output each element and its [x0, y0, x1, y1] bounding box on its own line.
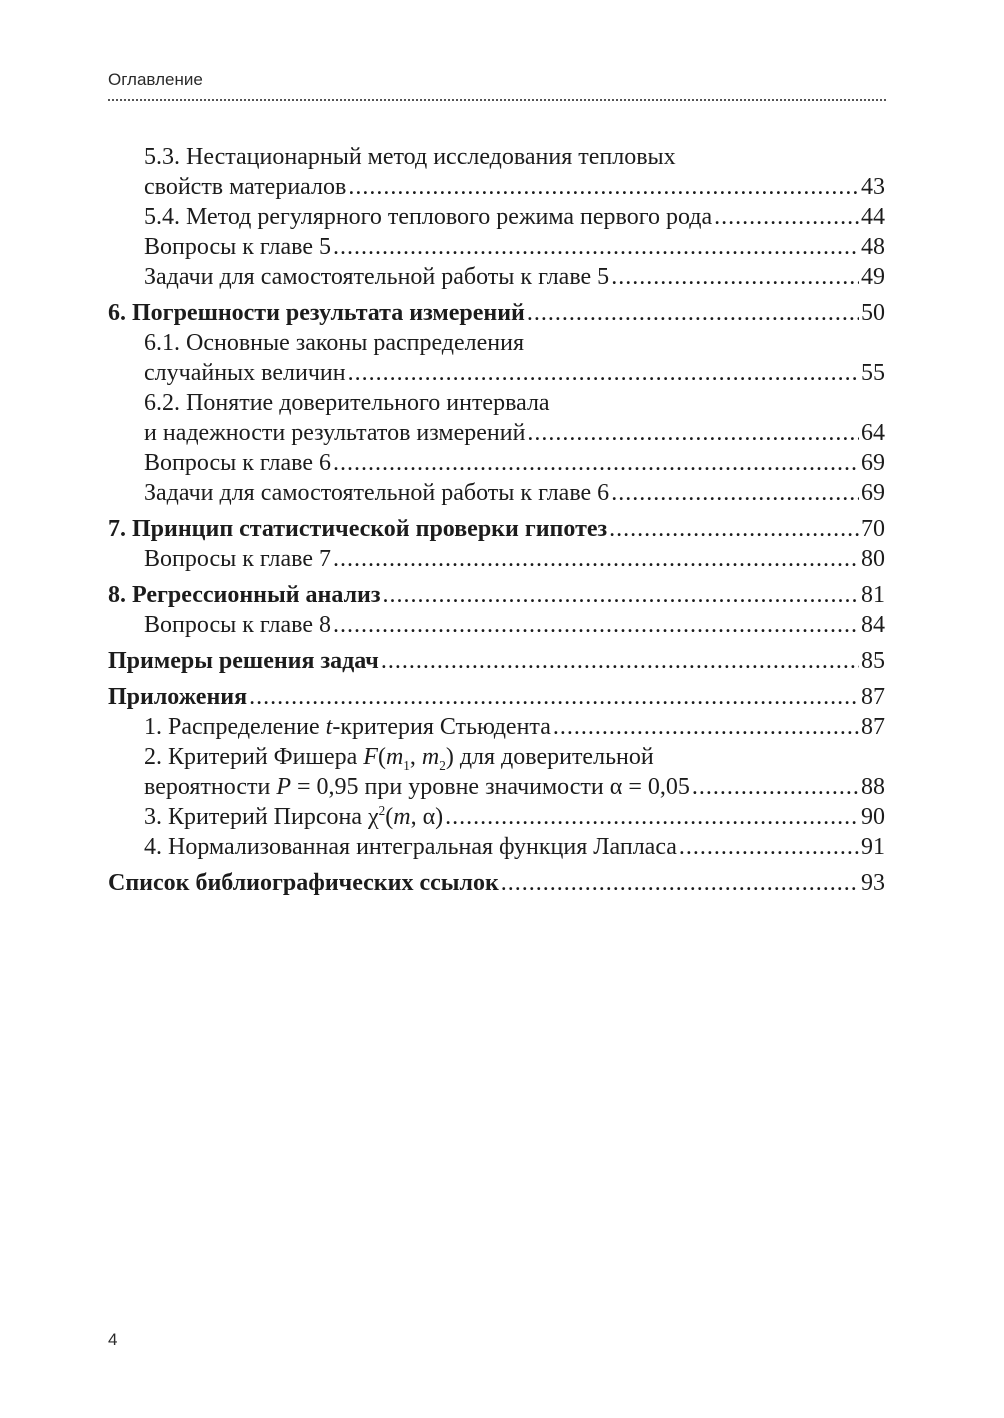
toc-entry-text	[144, 742, 654, 772]
toc-page-number: 88	[861, 774, 885, 800]
dot-leader	[381, 646, 859, 676]
toc-page-number: 48	[861, 234, 885, 260]
text-fragment: ,	[409, 744, 422, 770]
toc-entry-tasks-5[interactable]	[108, 262, 885, 292]
toc-appendix-1[interactable]	[108, 712, 885, 742]
variable-f: F	[363, 744, 378, 770]
toc-page-number: 50	[861, 300, 885, 326]
dot-leader	[611, 478, 859, 508]
toc-chapter-7[interactable]	[108, 514, 885, 544]
toc-references[interactable]	[108, 868, 885, 898]
toc-page-number: 49	[861, 264, 885, 290]
dot-leader	[527, 298, 859, 328]
toc-appendix-4[interactable]	[108, 832, 885, 862]
text-fragment: -критерия Стьюдента	[332, 714, 551, 740]
toc-page-number: 90	[861, 804, 885, 830]
toc-page-number: 64	[861, 420, 885, 446]
toc-entry-5-4[interactable]	[108, 202, 885, 232]
toc-entry-text: Вопросы к главе 5	[144, 234, 331, 260]
header-rule	[108, 99, 886, 101]
dot-leader	[679, 832, 859, 862]
toc-appendix-3[interactable]	[108, 802, 885, 832]
dot-leader	[333, 544, 859, 574]
toc-examples[interactable]	[108, 646, 885, 676]
toc-entry-text: свойств материалов	[144, 174, 347, 200]
toc-entry-6-2[interactable]	[108, 388, 885, 448]
page-number: 4	[108, 1330, 118, 1349]
toc-chapter-6[interactable]	[108, 298, 885, 328]
toc-entry-text: 4. Нормализованная интегральная функция Лапласа	[144, 834, 677, 860]
dot-leader	[527, 418, 859, 448]
toc-entry-text: случайных величин	[144, 360, 346, 386]
toc-appendix[interactable]	[108, 682, 885, 712]
toc-page-number: 43	[861, 174, 885, 200]
toc-entry-text: Вопросы к главе 8	[144, 612, 331, 638]
toc-entry-text: Задачи для самостоятельной работы к главе 6	[144, 480, 610, 506]
dot-leader	[609, 514, 859, 544]
toc-entry-text: Задачи для самостоятельной работы к главе 5	[144, 264, 610, 290]
variable-m: m	[421, 744, 440, 770]
toc-chapter-title: 7. Принцип статистической проверки гипотез	[108, 516, 608, 542]
toc-page-number: 93	[861, 870, 885, 896]
text-fragment: (	[385, 804, 394, 830]
dot-leader	[501, 868, 859, 898]
toc-chapter-title: 6. Погрешности результата измерений	[108, 300, 525, 326]
dot-leader	[714, 202, 859, 232]
toc-page-number: 44	[861, 204, 885, 230]
toc-entry-questions-6[interactable]	[108, 448, 885, 478]
dot-leader	[333, 610, 859, 640]
toc-entry-text: Вопросы к главе 7	[144, 546, 331, 572]
dot-leader	[348, 172, 859, 202]
toc-entry-text: 6.1. Основные законы распределения	[144, 330, 525, 356]
toc-entry-tasks-6[interactable]	[108, 478, 885, 508]
dot-leader	[611, 262, 859, 292]
toc-entry-text: 5.3. Нестационарный метод исследования тепловых	[144, 144, 676, 170]
toc-page-number: 85	[861, 648, 885, 674]
dot-leader	[692, 772, 859, 802]
subscript: 1	[403, 757, 410, 773]
toc-page-number: 81	[861, 582, 885, 608]
variable-m: m	[393, 804, 411, 830]
toc-entry-text	[144, 802, 443, 832]
toc-chapter-title: Список библиографических ссылок	[108, 870, 499, 896]
toc-entry-5-3[interactable]	[108, 142, 885, 202]
variable-m: m	[385, 744, 404, 770]
variable-p: P	[276, 774, 292, 800]
toc-entry-questions-5[interactable]	[108, 232, 885, 262]
text-fragment: (	[377, 744, 386, 770]
toc-page-number: 80	[861, 546, 885, 572]
toc-entry-text: 5.4. Метод регулярного теплового режима первого рода	[144, 204, 713, 230]
toc-page-number: 87	[861, 684, 885, 710]
toc-page-number: 91	[861, 834, 885, 860]
toc-entry-text	[144, 712, 551, 742]
text-fragment: 3. Критерий Пирсона χ	[144, 804, 379, 830]
toc-entry-questions-7[interactable]	[108, 544, 885, 574]
toc-page-number: 84	[861, 612, 885, 638]
toc-entry-text: Вопросы к главе 6	[144, 450, 331, 476]
toc-chapter-8[interactable]	[108, 580, 885, 610]
toc-chapter-title: 8. Регрессионный анализ	[108, 582, 381, 608]
toc-page-number: 69	[861, 480, 885, 506]
table-of-contents	[108, 142, 885, 898]
superscript: 2	[378, 803, 386, 818]
dot-leader	[333, 232, 859, 262]
text-fragment: вероятности	[144, 774, 277, 800]
running-head: Оглавление	[108, 70, 203, 89]
toc-entry-text: и надежности результатов измерений	[144, 420, 526, 446]
dot-leader	[553, 712, 859, 742]
toc-chapter-title: Примеры решения задач	[108, 648, 379, 674]
toc-chapter-title: Приложения	[108, 684, 248, 710]
dot-leader	[383, 580, 859, 610]
toc-entry-text: 6.2. Понятие доверительного интервала	[144, 390, 550, 416]
text-fragment: = 0,95 при уровне значимости α = 0,05	[291, 774, 690, 800]
toc-entry-text	[144, 772, 690, 802]
dot-leader	[348, 358, 859, 388]
text-fragment: ) для доверительной	[445, 744, 654, 770]
text-fragment: 2. Критерий Фишера	[144, 744, 364, 770]
toc-page-number: 55	[861, 360, 885, 386]
dot-leader	[445, 802, 859, 832]
toc-page-number: 70	[861, 516, 885, 542]
toc-page-number: 87	[861, 714, 885, 740]
variable-t: t	[325, 714, 333, 740]
dot-leader	[249, 682, 859, 712]
toc-page-number: 69	[861, 450, 885, 476]
toc-entry-6-1[interactable]	[108, 328, 885, 388]
text-fragment: , α)	[410, 804, 444, 830]
toc-entry-questions-8[interactable]	[108, 610, 885, 640]
toc-appendix-2[interactable]	[108, 742, 885, 802]
dot-leader	[333, 448, 859, 478]
subscript: 2	[439, 757, 446, 773]
text-fragment: 1. Распределение	[144, 714, 326, 740]
